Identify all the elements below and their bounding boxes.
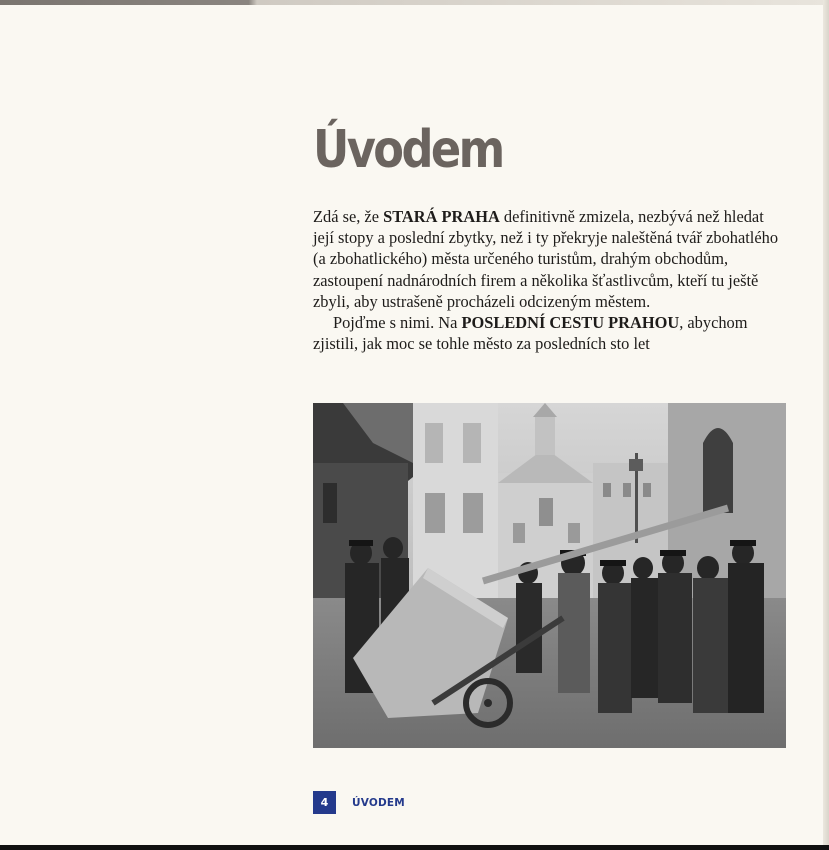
intro-text: [313, 206, 783, 354]
paragraph-1-emphasis: STARÁ PRAHA: [383, 207, 500, 226]
page-top-edge: [0, 0, 829, 5]
page-title: Úvodem: [313, 120, 503, 180]
paragraph-2-text-2: , abychom zjistili, jak moc se tohle město za posledních sto let: [313, 313, 748, 354]
paragraph-2-emphasis: POSLEDNÍ CESTU PRAHOU: [461, 313, 680, 333]
page-right-edge: [823, 0, 829, 850]
paragraph-2: [313, 312, 783, 354]
historical-photo: [313, 403, 786, 748]
paragraph-1-text-1: Zdá se, že: [313, 207, 384, 226]
paragraph-1-text-2: definitivně zmizela, nezbývá než hledat její stopy a poslední zbytky, než i ty překryje naleštěná tvář zbohatlého (a zbohatlického) města určeného turistům, drahým obchodům, zastoupení nadnárodních firem a několika šťastlivcům, kteří tu ještě zbyli, aby ustrašeně procházeli odcizeným městem.: [313, 207, 779, 311]
section-label: ÚVODEM: [352, 796, 405, 809]
paragraph-1: [313, 206, 783, 312]
page-footer: [313, 791, 405, 814]
paragraph-2-text-1: Pojďme s nimi. Na: [333, 313, 462, 333]
page-number-badge: 4: [313, 791, 336, 814]
page-bottom-edge: [0, 845, 829, 850]
